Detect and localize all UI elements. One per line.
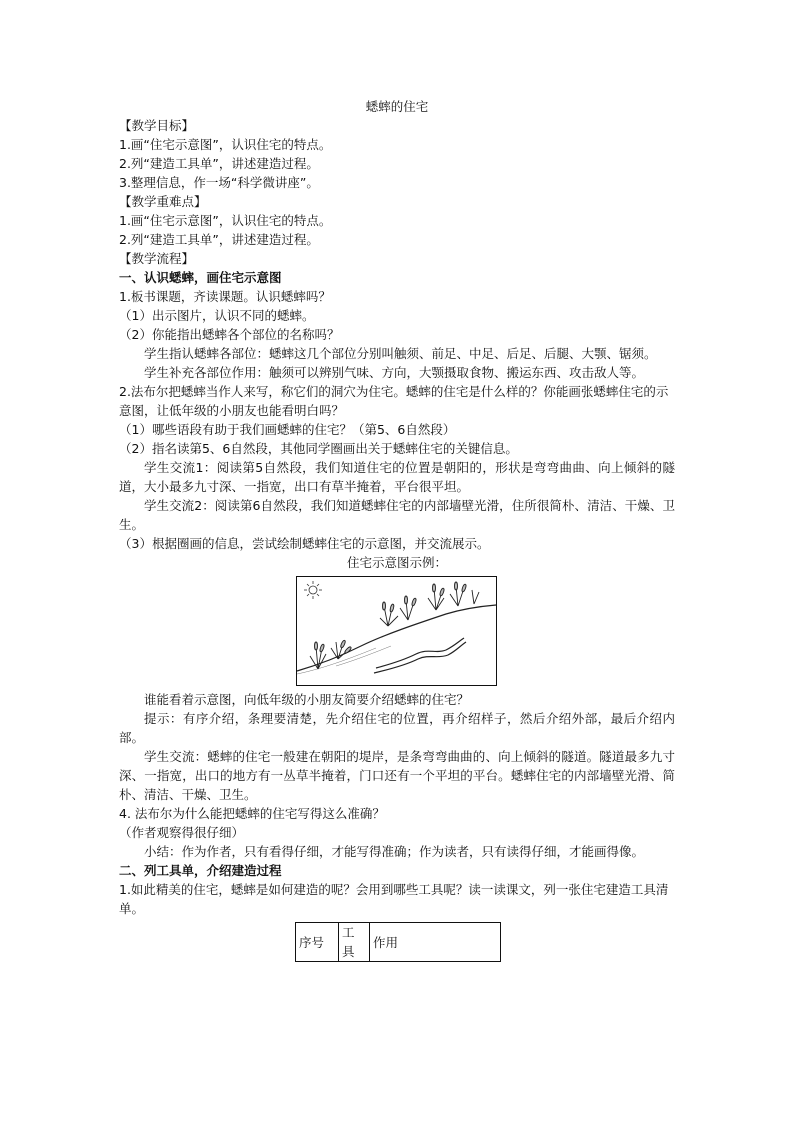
table-header-index: 序号 [296, 923, 339, 962]
keypoints-heading: 【教学重难点】 [119, 194, 207, 209]
document-page [119, 97, 675, 962]
section1-para-2: 学生补充各部位作用：触须可以辨别气味、方向，大颚摄取食物、搬运东西、攻击敌人等。 [144, 365, 645, 380]
section1-para-7: 提示：有序介绍，条理要清楚，先介绍住宅的位置，再介绍样子，然后介绍外部，最后介绍内部。 [119, 711, 675, 745]
section1-heading: 一、认识蟋蟀，画住宅示意图 [119, 270, 282, 285]
goal-item-1: 1.画“住宅示意图”，认识住宅的特点。 [119, 137, 332, 152]
table-header-use: 作用 [370, 923, 501, 962]
section1-para-8: 学生交流：蟋蟀的住宅一般建在朝阳的堤岸，是条弯弯曲曲的、向上倾斜的隧道。隧道最多九寸深、一指宽，出口的地方有一丛草半掩着，门口还有一个平坦的平台。蟋蟀住宅的内部墙壁光滑、简朴、清洁、干燥、卫生。 [119, 749, 675, 802]
table-header-row [296, 923, 501, 962]
page-title: 蟋蟀的住宅 [365, 99, 429, 114]
process-heading: 【教学流程】 [119, 251, 195, 266]
section1-para-5: 学生交流2：阅读第6自然段，我们知道蟋蟀住宅的内部墙壁光滑，住所很简朴、清洁、干燥、卫生。 [119, 498, 675, 532]
goal-item-3: 3.整理信息，作一场“科学微讲座”。 [119, 175, 319, 190]
section1-para-6: 谁能看着示意图，向低年级的小朋友简要介绍蟋蟀的住宅？ [144, 692, 470, 707]
section1-line-4: （1）哪些语段有助于我们画蟋蟀的住宅？（第5、6自然段） [119, 422, 456, 437]
section1-para-3: 2.法布尔把蟋蟀当作人来写，称它们的洞穴为住宅。蟋蟀的住宅是什么样的？你能画张蟋蟀住宅的示意图，让低年级的小朋友也能看明白吗？ [119, 384, 669, 418]
section1-line-3: （2）你能指出蟋蟀各个部位的名称吗？ [119, 327, 340, 342]
goal-item-2: 2.列“建造工具单”，讲述建造过程。 [119, 156, 319, 171]
keypoint-item-1: 1.画“住宅示意图”，认识住宅的特点。 [119, 213, 332, 228]
section1-line-1: 1.板书课题，齐读课题。认识蟋蟀吗？ [119, 289, 331, 304]
cricket-house-illustration [296, 576, 497, 686]
section1-line-7: 4. 法布尔为什么能把蟋蟀的住宅写得这么准确？ [119, 806, 385, 821]
table-header-tool: 工具 [339, 923, 370, 962]
figure-caption: 住宅示意图示例： [346, 555, 447, 570]
section1-line-2: （1）出示图片，认识不同的蟋蟀。 [119, 308, 315, 323]
section1-line-6: （3）根据圈画的信息，尝试绘制蟋蟀住宅的示意图，并交流展示。 [119, 536, 490, 551]
section1-para-1: 学生指认蟋蟀各部位：蟋蟀这几个部位分别叫触须、前足、中足、后足、后腿、大颚、锯须。 [144, 346, 657, 361]
goals-heading: 【教学目标】 [119, 118, 195, 133]
tool-list-table [295, 922, 501, 962]
section1-line-5: （2）指名读第5、6自然段，其他同学圈画出关于蟋蟀住宅的关键信息。 [119, 441, 518, 456]
section2-heading: 二、列工具单，介绍建造过程 [119, 863, 282, 878]
section2-para-1: 1.如此精美的住宅，蟋蟀是如何建造的呢？会用到哪些工具呢？读一读课文，列一张住宅建造工具清单。 [119, 882, 669, 916]
keypoint-item-2: 2.列“建造工具单”，讲述建造过程。 [119, 232, 319, 247]
section1-para-4: 学生交流1：阅读第5自然段，我们知道住宅的位置是朝阳的，形状是弯弯曲曲、向上倾斜的隧道，大小最多九寸深、一指宽，出口有草半掩着，平台很平坦。 [119, 460, 675, 494]
section1-para-9: 小结：作为作者，只有看得仔细，才能写得准确；作为读者，只有读得仔细，才能画得像。 [144, 844, 645, 859]
section1-line-8: （作者观察得很仔细） [119, 825, 245, 840]
